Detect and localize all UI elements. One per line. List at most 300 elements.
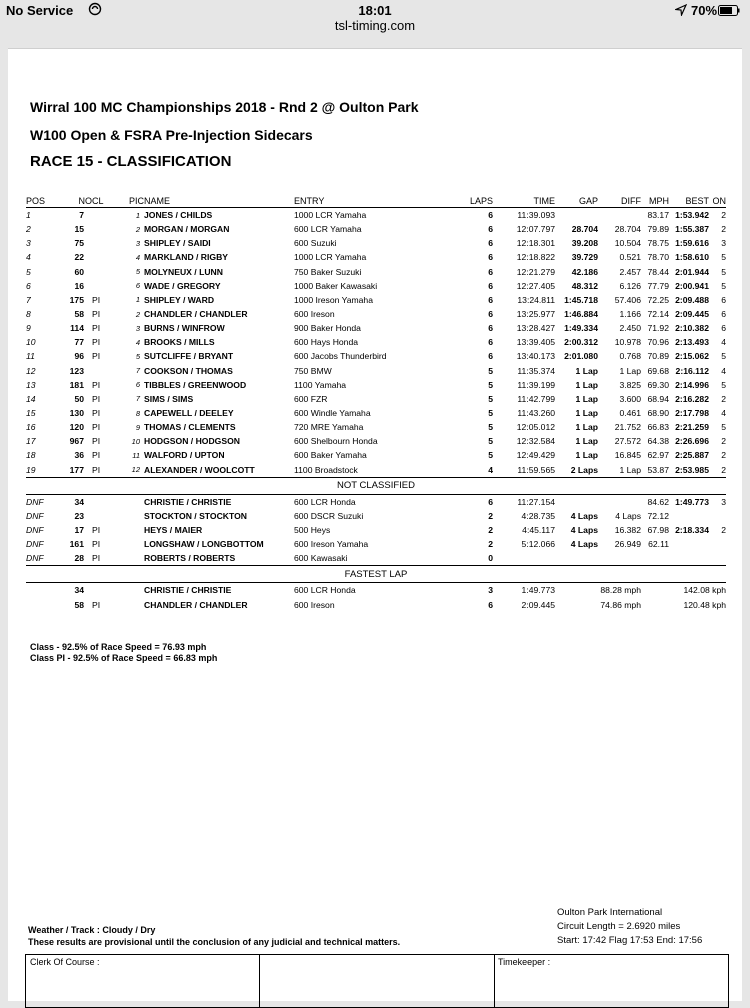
pic-cell: 7 xyxy=(135,366,140,376)
table-row xyxy=(26,307,726,321)
table-row xyxy=(26,448,726,462)
mph-cell: 83.17 xyxy=(647,210,669,221)
best-lap-cell: 1:58.610 xyxy=(675,252,709,263)
fastest-lap-time-cell: 1:49.773 xyxy=(493,583,555,598)
pos-cell: 16 xyxy=(26,422,36,433)
circuit-length: Circuit Length = 2.6920 miles xyxy=(557,921,681,932)
time-cell: 13:28.427 xyxy=(516,323,555,334)
gap-cell: 1 Lap xyxy=(575,365,598,376)
class-cell: PI xyxy=(92,450,101,461)
pic-cell: 2 xyxy=(135,224,140,234)
pic-cell xyxy=(124,537,144,551)
gap-cell: 2:01.080 xyxy=(564,351,598,362)
best-lap-cell: 2:53.985 xyxy=(675,464,709,475)
pos-cell: 8 xyxy=(26,309,31,320)
entry-cell: 1000 LCR Yamaha xyxy=(294,210,367,221)
gap-cell: 1 Lap xyxy=(575,408,598,419)
best-on-lap-cell: 4 xyxy=(721,408,726,419)
table-row xyxy=(26,208,726,223)
number-cell: 7 xyxy=(79,210,84,221)
pic-cell: 9 xyxy=(135,422,140,432)
best-on-lap-cell: 2 xyxy=(721,210,726,221)
table-row xyxy=(26,551,726,566)
laps-cell: 6 xyxy=(459,494,493,509)
provisional-note: These results are provisional until the conclusion of any judicial and technical matters. xyxy=(28,937,401,947)
pos-cell: 3 xyxy=(26,238,31,249)
name-cell: ALEXANDER / WOOLCOTT xyxy=(144,464,255,475)
entry-cell: 720 MRE Yamaha xyxy=(294,422,364,433)
best-on-lap-cell: 6 xyxy=(721,323,726,334)
column-header: NO xyxy=(57,194,92,208)
class-cell xyxy=(92,509,124,523)
laps-cell: 6 xyxy=(488,337,493,348)
laps-cell: 2 xyxy=(488,525,493,536)
entry-cell: 600 Ireson xyxy=(294,599,335,610)
event-title: Wirral 100 MC Championships 2018 - Rnd 2 @ Oulton Park xyxy=(30,99,419,115)
class-cell: PI xyxy=(92,525,101,536)
venue-name: Oulton Park International xyxy=(557,907,663,918)
laps-cell: 2 xyxy=(488,510,493,521)
best-lap-cell: 2:09.445 xyxy=(675,309,709,320)
best-lap-cell: 2:16.112 xyxy=(675,365,709,376)
mph-cell xyxy=(641,551,669,566)
number-cell: 36 xyxy=(74,450,84,461)
entry-cell: 600 Kawasaki xyxy=(294,553,348,564)
fastest-lap-mph-cell: 74.86 mph xyxy=(600,599,641,610)
class-cell: PI xyxy=(92,337,101,348)
pic-cell: 5 xyxy=(135,351,140,361)
entry-cell: 1000 Ireson Yamaha xyxy=(294,294,373,305)
laps-cell: 6 xyxy=(488,224,493,235)
laps-cell: 5 xyxy=(488,450,493,461)
entry-cell: 600 Ireson xyxy=(294,309,335,320)
gap-cell: 4 Laps xyxy=(570,539,598,550)
entry-cell: 1000 Baker Kawasaki xyxy=(294,280,378,291)
carrier-label: No Service xyxy=(6,3,74,18)
class-cell: PI xyxy=(92,351,101,362)
time-cell: 13:24.811 xyxy=(517,294,555,305)
gap-cell: 1 Lap xyxy=(575,422,598,433)
spacer-cell xyxy=(641,598,669,612)
table-row xyxy=(26,392,726,406)
pic-cell: 1 xyxy=(135,295,140,305)
clerk-of-course-field: Clerk Of Course : xyxy=(26,955,260,1007)
best-on-lap-cell: 5 xyxy=(721,280,726,291)
pos-cell: 5 xyxy=(26,266,31,277)
best-on-lap-cell xyxy=(709,509,726,523)
entry-cell: 600 Ireson Yamaha xyxy=(294,539,369,550)
diff-cell: 16.845 xyxy=(614,450,641,461)
diff-cell: 28.704 xyxy=(614,224,641,235)
pos-cell: DNF xyxy=(26,510,44,521)
fastest-lap-row xyxy=(26,598,726,612)
table-row xyxy=(26,494,726,509)
name-cell: THOMAS / CLEMENTS xyxy=(144,422,236,433)
name-cell: COOKSON / THOMAS xyxy=(144,365,233,376)
diff-cell: 2.450 xyxy=(619,323,641,334)
race-series-title: W100 Open & FSRA Pre-Injection Sidecars xyxy=(30,127,313,143)
best-on-lap-cell: 6 xyxy=(721,309,726,320)
class-speed-line: Class - 92.5% of Race Speed = 76.93 mph xyxy=(30,642,207,652)
column-header: MPH xyxy=(641,194,669,208)
pic-cell: 3 xyxy=(135,323,140,333)
best-on-lap-cell: 2 xyxy=(721,464,726,475)
class-cell xyxy=(92,583,124,598)
best-lap-cell: 2:17.798 xyxy=(675,408,709,419)
mph-cell: 72.12 xyxy=(647,510,669,521)
class-cell: PI xyxy=(92,422,101,433)
time-cell: 11:59.565 xyxy=(517,464,555,475)
best-on-lap-cell: 5 xyxy=(721,252,726,263)
best-lap-cell xyxy=(669,551,709,566)
pos-cell: DNF xyxy=(26,525,44,536)
time-cell: 12:21.279 xyxy=(516,266,555,277)
name-cell: CHRISTIE / CHRISTIE xyxy=(144,583,294,598)
gap-cell xyxy=(555,494,598,509)
gap-cell: 39.208 xyxy=(571,238,598,249)
table-row xyxy=(26,250,726,264)
diff-cell: 57.406 xyxy=(614,294,641,305)
weather-notes xyxy=(28,924,400,948)
pic-cell: 3 xyxy=(135,238,140,248)
pic-cell xyxy=(124,523,144,537)
best-lap-cell: 1:49.773 xyxy=(669,494,709,509)
fastest-lap-kph-cell: 120.48 kph xyxy=(683,599,726,610)
column-header: CL xyxy=(92,194,124,208)
column-header: LAPS xyxy=(459,194,493,208)
pos-cell: 18 xyxy=(26,450,36,461)
clock: 18:01 xyxy=(358,3,392,18)
diff-cell: 1 Lap xyxy=(619,464,641,475)
best-lap-cell: 1:55.387 xyxy=(675,224,709,235)
entry-cell: 600 LCR Honda xyxy=(294,583,459,598)
pos-cell: 17 xyxy=(26,436,36,447)
column-header: NAME xyxy=(144,194,294,208)
mph-cell: 79.89 xyxy=(647,224,669,235)
fastest-lap-row xyxy=(26,583,726,598)
diff-cell: 21.752 xyxy=(614,422,641,433)
entry-cell: 600 LCR Honda xyxy=(294,494,459,509)
gap-cell: 1:45.718 xyxy=(564,294,598,305)
not-classified-section-label: NOT CLASSIFIED xyxy=(26,477,726,494)
best-on-lap-cell: 2 xyxy=(721,450,726,461)
laps-cell: 6 xyxy=(488,323,493,334)
table-row xyxy=(26,321,726,335)
mph-cell: 71.92 xyxy=(647,323,669,334)
laps-cell: 6 xyxy=(488,351,493,362)
time-cell: 4:45.117 xyxy=(522,525,555,536)
time-cell: 13:25.977 xyxy=(516,309,555,320)
entry-cell: 1000 LCR Yamaha xyxy=(294,252,367,263)
pic-cell: 10 xyxy=(131,436,140,446)
time-cell: 11:39.093 xyxy=(517,210,555,221)
best-on-lap-cell xyxy=(709,551,726,566)
pos-cell: 9 xyxy=(26,323,31,334)
diff-cell: 3.825 xyxy=(619,379,641,390)
entry-cell: 500 Heys xyxy=(294,525,331,536)
name-cell: WALFORD / UPTON xyxy=(144,450,225,461)
best-on-lap-cell: 6 xyxy=(721,294,726,305)
number-cell: 34 xyxy=(57,583,92,598)
gap-cell: 4 Laps xyxy=(570,525,598,536)
laps-cell: 5 xyxy=(488,379,493,390)
diff-cell: 6.126 xyxy=(619,280,641,291)
entry-cell: 600 Baker Yamaha xyxy=(294,450,367,461)
column-header: ON xyxy=(709,194,726,208)
number-cell: 15 xyxy=(74,224,84,235)
entry-cell: 600 LCR Yamaha xyxy=(294,224,362,235)
gap-cell: 1 Lap xyxy=(575,436,598,447)
table-row xyxy=(26,523,726,537)
name-cell: STOCKTON / STOCKTON xyxy=(144,510,247,521)
time-cell: 11:42.799 xyxy=(517,393,555,404)
best-lap-cell: 2:21.259 xyxy=(675,422,709,433)
pos-cell: DNF xyxy=(26,539,44,550)
mph-cell: 84.62 xyxy=(641,494,669,509)
pic-cell xyxy=(124,494,144,509)
weather-track: Weather / Track : Cloudy / Dry xyxy=(28,925,156,935)
fastest-lap-section-label: FASTEST LAP xyxy=(26,566,726,583)
number-cell: 130 xyxy=(69,408,84,419)
mph-cell: 78.44 xyxy=(647,266,669,277)
pos-cell: 11 xyxy=(26,351,35,362)
name-cell: LONGSHAW / LONGBOTTOM xyxy=(144,539,264,550)
battery-icon xyxy=(718,5,740,16)
column-header: TIME xyxy=(493,194,555,208)
time-cell: 12:05.012 xyxy=(516,422,555,433)
pos-cell: 7 xyxy=(26,294,31,305)
number-cell: 50 xyxy=(74,393,84,404)
laps-cell: 0 xyxy=(488,553,493,564)
pic-cell xyxy=(124,583,144,598)
best-on-lap-cell: 2 xyxy=(721,525,726,536)
class-cell xyxy=(92,364,124,378)
class-cell xyxy=(92,208,124,223)
name-cell: CHRISTIE / CHRISTIE xyxy=(144,494,294,509)
gap-cell: 1:49.334 xyxy=(564,323,598,334)
best-on-lap-cell: 2 xyxy=(721,224,726,235)
column-header: POS xyxy=(26,194,57,208)
class-cell: PI xyxy=(92,553,101,564)
laps-cell: 6 xyxy=(488,238,493,249)
class-cell xyxy=(92,236,124,250)
class-cell: PI xyxy=(92,379,101,390)
laps-cell: 6 xyxy=(488,309,493,320)
table-row xyxy=(26,463,726,478)
table-row xyxy=(26,509,726,523)
number-cell: 58 xyxy=(74,309,84,320)
class-cell xyxy=(92,279,124,293)
time-cell: 13:39.405 xyxy=(516,337,555,348)
table-row xyxy=(26,420,726,434)
column-header: BEST xyxy=(669,194,709,208)
gap-cell: 28.704 xyxy=(571,224,598,235)
best-lap-cell: 2:14.996 xyxy=(675,379,709,390)
table-row xyxy=(26,378,726,392)
class-pi-speed-line: Class PI - 92.5% of Race Speed = 66.83 mph xyxy=(30,653,218,663)
venue-info xyxy=(557,906,702,948)
class-cell xyxy=(92,265,124,279)
number-cell: 77 xyxy=(74,337,84,348)
mph-cell: 77.79 xyxy=(647,280,669,291)
pic-cell: 6 xyxy=(135,281,140,291)
fastest-lap-time-cell: 2:09.445 xyxy=(521,599,555,610)
gap-cell xyxy=(555,551,598,566)
fastest-lap-kph-cell: 142.08 kph xyxy=(669,583,726,598)
best-on-lap-cell: 5 xyxy=(721,379,726,390)
time-cell: 11:27.154 xyxy=(493,494,555,509)
gap-cell: 1 Lap xyxy=(575,393,598,404)
mph-cell: 64.38 xyxy=(647,436,669,447)
best-on-lap-cell: 3 xyxy=(709,494,726,509)
number-cell: 114 xyxy=(70,323,84,334)
best-lap-cell: 2:26.696 xyxy=(675,436,709,447)
gap-cell xyxy=(555,208,598,223)
gap-cell: 1 Lap xyxy=(575,450,598,461)
laps-cell: 2 xyxy=(488,539,493,550)
laps-cell: 5 xyxy=(488,393,493,404)
best-lap-cell xyxy=(669,537,709,551)
table-row xyxy=(26,406,726,420)
best-lap-cell: 2:09.488 xyxy=(675,294,709,305)
number-cell: 75 xyxy=(74,238,84,249)
diff-cell: 26.949 xyxy=(614,539,641,550)
entry-cell: 750 BMW xyxy=(294,365,332,376)
table-row xyxy=(26,279,726,293)
mph-cell: 68.90 xyxy=(647,408,669,419)
mph-cell: 53.87 xyxy=(647,464,669,475)
laps-cell: 5 xyxy=(488,408,493,419)
best-lap-cell: 2:10.382 xyxy=(675,323,709,334)
pos-cell: 1 xyxy=(26,210,31,221)
mph-cell: 62.97 xyxy=(647,450,669,461)
gap-cell: 1 Lap xyxy=(575,379,598,390)
results-table xyxy=(26,194,726,612)
gap-cell: 42.186 xyxy=(571,266,598,277)
pos-cell: DNF xyxy=(26,494,57,509)
entry-cell: 600 FZR xyxy=(294,393,328,404)
best-on-lap-cell: 4 xyxy=(721,365,726,376)
time-cell: 12:18.822 xyxy=(516,252,555,263)
fastest-lap-mph-cell: 88.28 mph xyxy=(555,583,641,598)
pic-cell xyxy=(124,598,144,612)
pic-cell xyxy=(124,509,144,523)
pos-cell: 4 xyxy=(26,252,31,263)
name-cell: JONES / CHILDS xyxy=(144,210,213,221)
number-cell: 967 xyxy=(69,436,84,447)
laps-cell: 6 xyxy=(488,210,493,221)
table-row xyxy=(26,364,726,378)
pos-cell: 2 xyxy=(26,224,31,235)
class-cell: PI xyxy=(92,599,101,610)
name-cell: CHANDLER / CHANDLER xyxy=(144,309,248,320)
table-row xyxy=(26,293,726,307)
number-cell: 177 xyxy=(69,464,84,475)
pic-cell: 2 xyxy=(135,309,140,319)
time-cell: 12:18.301 xyxy=(516,238,555,249)
mph-cell: 69.68 xyxy=(647,365,669,376)
diff-cell: 0.461 xyxy=(619,408,641,419)
class-cell: PI xyxy=(92,309,101,320)
best-lap-cell: 2:01.944 xyxy=(675,266,709,277)
name-cell: SIMS / SIMS xyxy=(144,393,194,404)
class-cell xyxy=(92,250,124,264)
mph-cell: 70.89 xyxy=(647,351,669,362)
pic-cell xyxy=(124,551,144,566)
column-header: PIC xyxy=(124,194,144,208)
diff-cell: 0.521 xyxy=(619,252,641,263)
pos-cell: 19 xyxy=(26,464,36,475)
gap-cell: 48.312 xyxy=(571,280,598,291)
class-cell: PI xyxy=(92,323,101,334)
race-times: Start: 17:42 Flag 17:53 End: 17:56 xyxy=(557,935,703,946)
class-cell xyxy=(92,494,124,509)
pos-cell: 10 xyxy=(26,337,36,348)
mph-cell: 66.83 xyxy=(647,422,669,433)
pos-cell: 6 xyxy=(26,280,31,291)
best-on-lap-cell xyxy=(709,537,726,551)
number-cell: 34 xyxy=(57,494,92,509)
mph-cell: 62.11 xyxy=(648,539,669,550)
number-cell: 161 xyxy=(69,539,84,550)
time-cell: 11:43.260 xyxy=(517,408,555,419)
diff-cell: 10.978 xyxy=(614,337,641,348)
battery-percent: 70% xyxy=(691,3,718,18)
number-cell: 28 xyxy=(74,553,84,564)
pic-cell: 11 xyxy=(132,450,140,460)
laps-cell: 5 xyxy=(488,422,493,433)
number-cell: 16 xyxy=(74,280,84,291)
time-cell: 12:49.429 xyxy=(516,450,555,461)
url-bar[interactable]: tsl-timing.com xyxy=(334,18,416,33)
pic-cell: 7 xyxy=(135,394,140,404)
best-on-lap-cell: 5 xyxy=(721,351,726,362)
pic-cell: 4 xyxy=(135,252,140,262)
time-cell: 12:32.584 xyxy=(516,436,555,447)
best-lap-cell: 2:15.062 xyxy=(675,351,709,362)
entry-cell: 600 Hays Honda xyxy=(294,337,359,348)
pic-cell: 8 xyxy=(135,408,140,418)
time-cell xyxy=(493,551,555,566)
class-cell xyxy=(92,222,124,236)
pos-cell: DNF xyxy=(26,553,44,564)
name-cell: HEYS / MAIER xyxy=(144,525,203,536)
diff-cell: 0.768 xyxy=(619,351,641,362)
pic-cell: 12 xyxy=(131,465,140,475)
laps-cell: 4 xyxy=(488,464,493,475)
name-cell: HODGSON / HODGSON xyxy=(144,436,240,447)
class-cell: PI xyxy=(92,408,101,419)
name-cell: SHIPLEY / SAIDI xyxy=(144,238,211,249)
time-cell: 11:35.374 xyxy=(517,365,555,376)
spacer-cell xyxy=(641,583,669,598)
diff-cell: 16.382 xyxy=(614,525,641,536)
class-cell: PI xyxy=(92,436,101,447)
diff-cell xyxy=(598,208,641,223)
number-cell: 58 xyxy=(74,599,84,610)
best-lap-cell: 2:25.887 xyxy=(675,450,709,461)
location-arrow-icon xyxy=(675,4,687,16)
pic-cell: 5 xyxy=(135,267,140,277)
best-lap-cell xyxy=(669,509,709,523)
table-row xyxy=(26,265,726,279)
best-on-lap-cell: 3 xyxy=(721,238,726,249)
class-cell: PI xyxy=(92,393,101,404)
entry-cell: 1100 Broadstock xyxy=(294,464,358,475)
entry-cell: 600 Jacobs Thunderbird xyxy=(294,351,387,362)
pic-cell: 6 xyxy=(135,380,140,390)
results-page xyxy=(8,48,742,1001)
